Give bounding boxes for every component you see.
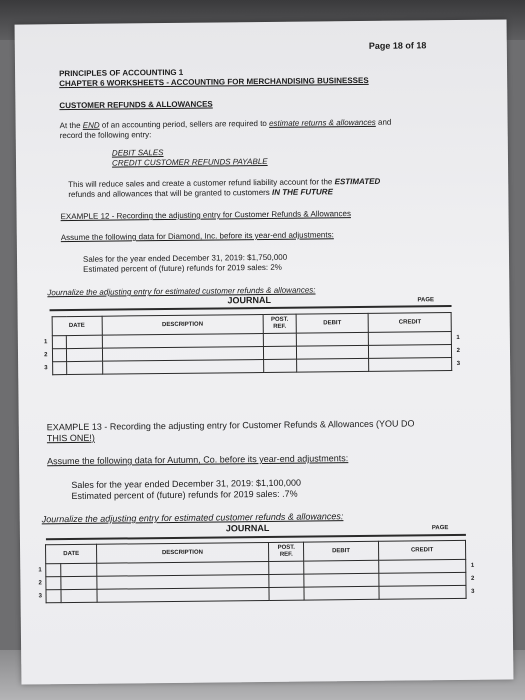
column-header-post-ref: POST. REF. bbox=[263, 314, 296, 333]
row-number: 1 bbox=[470, 562, 475, 569]
post-ref-cell[interactable] bbox=[269, 587, 305, 600]
debit-cell[interactable] bbox=[304, 560, 378, 574]
explanation-line-1: This will reduce sales and create a customer refund liability account for the ESTIMATED bbox=[68, 176, 381, 190]
course-title: PRINCIPLES OF ACCOUNTING 1 bbox=[59, 67, 184, 79]
example13-assume: Assume the following data for Autumn, Co. before its year-end adjustments: bbox=[47, 453, 349, 467]
date-cell[interactable] bbox=[46, 577, 61, 590]
credit-cell[interactable] bbox=[379, 585, 467, 599]
row-number: 1 bbox=[38, 567, 42, 574]
date-cell[interactable] bbox=[46, 564, 61, 577]
row-number: 2 bbox=[44, 352, 48, 359]
description-cell[interactable] bbox=[97, 587, 269, 602]
date-cell[interactable] bbox=[61, 589, 97, 602]
row-number: 2 bbox=[38, 580, 42, 587]
example12-instruction: Journalize the adjusting entry for estimated customer refunds & allowances: bbox=[47, 285, 316, 298]
intro-line-2: record the following entry: bbox=[59, 130, 152, 141]
column-header-debit: DEBIT bbox=[296, 313, 368, 333]
row-number: 3 bbox=[456, 360, 461, 367]
worksheet-page bbox=[15, 19, 514, 684]
example13-title-line-2: THIS ONE!) bbox=[46, 432, 95, 444]
example12-assume: Assume the following data for Diamond, Inc. before its year-end adjustments: bbox=[60, 230, 334, 243]
post-ref-cell[interactable] bbox=[263, 346, 296, 359]
post-ref-cell[interactable] bbox=[263, 333, 296, 346]
credit-cell[interactable] bbox=[378, 572, 466, 586]
post-ref-cell[interactable] bbox=[263, 359, 296, 372]
date-cell[interactable] bbox=[52, 349, 67, 362]
column-header-date: DATE bbox=[52, 316, 102, 336]
date-cell[interactable] bbox=[46, 590, 61, 603]
column-header-date: DATE bbox=[46, 544, 96, 564]
debit-cell[interactable] bbox=[296, 345, 368, 359]
journal-table-2 bbox=[34, 540, 479, 604]
example12-sales: Sales for the year ended December 31, 2019: $1,750,000 bbox=[82, 252, 288, 264]
column-header-credit: CREDIT bbox=[368, 313, 452, 333]
journal-title: JOURNAL bbox=[227, 294, 272, 306]
example13-instruction: Journalize the adjusting entry for estimated customer refunds & allowances: bbox=[41, 511, 344, 525]
journal-divider bbox=[46, 534, 466, 540]
post-ref-cell[interactable] bbox=[269, 574, 305, 587]
debit-cell[interactable] bbox=[297, 358, 369, 372]
debit-cell[interactable] bbox=[304, 573, 378, 587]
column-header-description: DESCRIPTION bbox=[102, 315, 263, 336]
example12-percent: Estimated percent of (future) refunds for 2019 sales: 2% bbox=[83, 262, 282, 274]
row-number: 2 bbox=[456, 347, 460, 354]
credit-cell[interactable] bbox=[368, 332, 452, 346]
date-cell[interactable] bbox=[67, 348, 103, 361]
column-header-debit: DEBIT bbox=[304, 541, 378, 561]
page-number: Page 18 of 18 bbox=[368, 40, 427, 51]
date-cell[interactable] bbox=[52, 336, 67, 349]
entry-credit: CREDIT CUSTOMER REFUNDS PAYABLE bbox=[111, 156, 268, 168]
row-number: 3 bbox=[44, 365, 48, 372]
journal-table-1 bbox=[40, 312, 465, 375]
column-header-credit: CREDIT bbox=[378, 540, 466, 560]
example13-sales: Sales for the year ended December 31, 2019: $1,100,000 bbox=[71, 477, 302, 491]
row-number: 1 bbox=[43, 339, 48, 346]
credit-cell[interactable] bbox=[369, 358, 453, 372]
column-header-description: DESCRIPTION bbox=[96, 542, 269, 563]
credit-cell[interactable] bbox=[368, 345, 452, 359]
intro-line-1: At the END of an accounting period, sellers are required to estimate returns & allowances and bbox=[59, 117, 392, 131]
date-cell[interactable] bbox=[67, 335, 103, 348]
chapter-title: CHAPTER 6 WORKSHEETS - ACCOUNTING FOR MERCHANDISING BUSINESSES bbox=[59, 75, 369, 89]
credit-cell[interactable] bbox=[378, 559, 466, 573]
date-cell[interactable] bbox=[61, 563, 97, 576]
row-number: 3 bbox=[38, 593, 42, 600]
section-title: CUSTOMER REFUNDS & ALLOWANCES bbox=[59, 99, 213, 111]
post-ref-cell[interactable] bbox=[269, 561, 305, 574]
example13-title-line-1: EXAMPLE 13 - Recording the adjusting entry for Customer Refunds & Allowances (YOU DO bbox=[46, 418, 415, 433]
description-cell[interactable] bbox=[102, 360, 263, 375]
debit-cell[interactable] bbox=[296, 332, 368, 346]
date-cell[interactable] bbox=[67, 361, 103, 374]
entry-debit: DEBIT SALES bbox=[111, 148, 164, 158]
example13-percent: Estimated percent of (future) refunds for 2019 sales: .7% bbox=[71, 488, 298, 502]
debit-cell[interactable] bbox=[304, 586, 378, 600]
explanation-line-2: refunds and allowances that will be granted to customers IN THE FUTURE bbox=[68, 187, 333, 200]
journal-page-label: PAGE bbox=[417, 297, 435, 304]
example12-title: EXAMPLE 12 - Recording the adjusting entry for Customer Refunds & Allowances bbox=[60, 209, 351, 222]
row-number: 2 bbox=[470, 575, 475, 582]
row-number: 3 bbox=[471, 588, 475, 595]
date-cell[interactable] bbox=[52, 362, 67, 375]
journal-page-label: PAGE bbox=[431, 525, 449, 532]
row-number: 1 bbox=[456, 334, 460, 341]
journal-title: JOURNAL bbox=[225, 522, 270, 534]
column-header-post-ref: POST. REF. bbox=[269, 542, 305, 561]
date-cell[interactable] bbox=[61, 576, 97, 589]
